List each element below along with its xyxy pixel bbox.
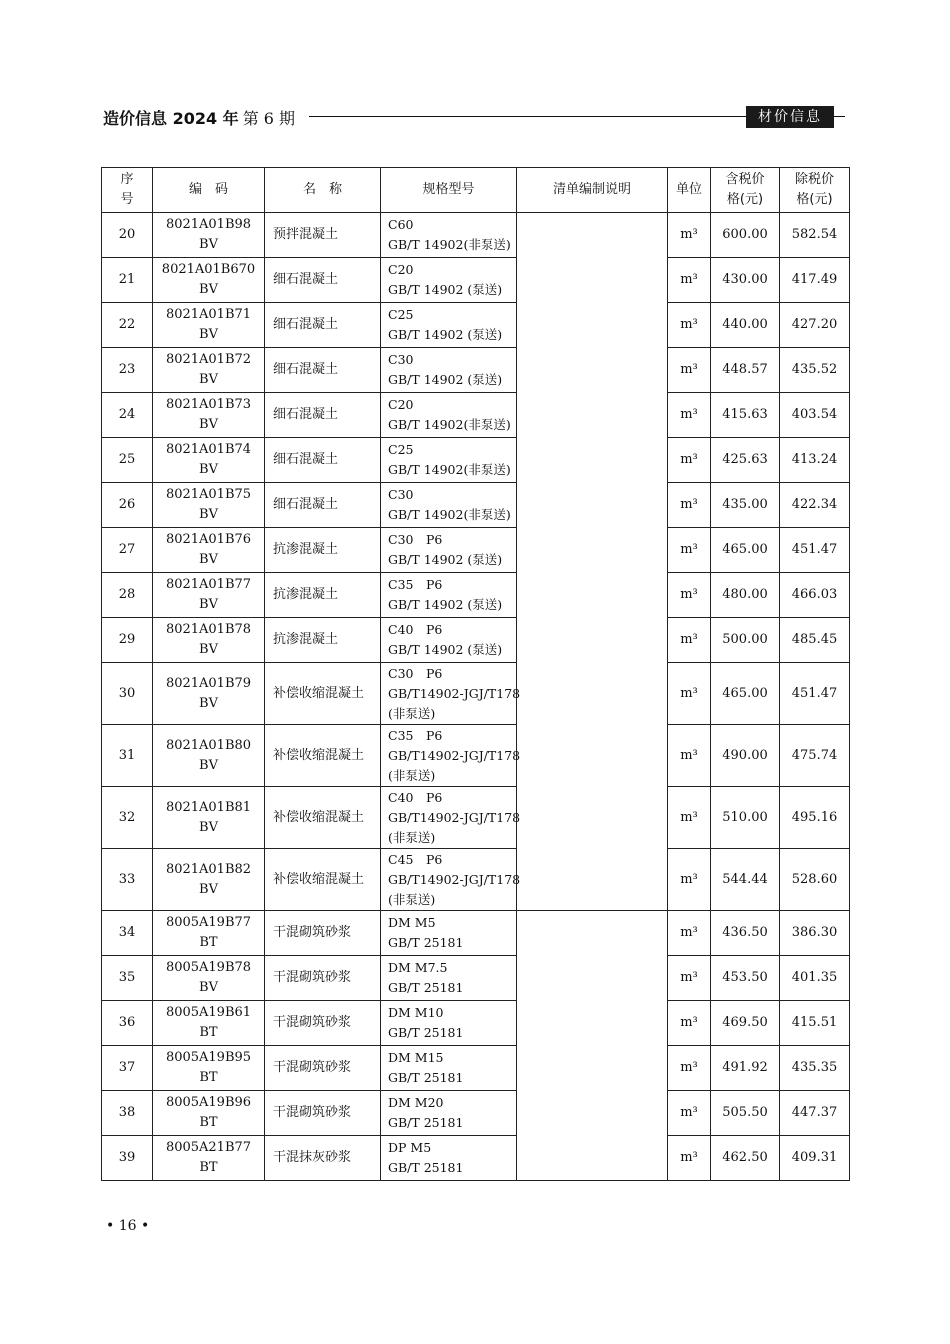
cell-tax-excl-price: 475.74 [780,725,850,787]
cell-name: 干混砌筑砂浆 [265,911,381,956]
code-line: BV [199,695,218,711]
cell-unit: m³ [668,483,711,528]
cell-spec [381,1046,517,1091]
cell-unit: m³ [668,1001,711,1046]
section-badge: 材价信息 [746,106,834,128]
code-line: 8021A01B78 [165,622,252,637]
cell-name: 干混砌筑砂浆 [265,956,381,1001]
spec-line: GB/T 25181 [388,1160,464,1175]
cell-code [153,1136,265,1181]
table-row [102,213,850,258]
page-header [103,104,838,130]
code-line: 8021A01B82 [165,861,252,877]
code-line: BV [199,417,218,432]
cell-tax-incl-price: 425.63 [711,438,780,483]
spec-line: GB/T 14902 (泵送) [388,642,503,657]
cell-tax-excl-price: 495.16 [780,787,850,849]
spec-line: C20 [388,262,414,277]
spec-line: C30 P6 [388,532,443,547]
cell-tax-excl-price: 485.45 [780,618,850,663]
table-row [102,303,850,348]
issue-number: 第 6 期 [242,109,296,128]
cell-seq: 29 [102,618,153,663]
col-code-header: 编 码 [153,168,265,213]
cell-tax-incl-price: 480.00 [711,573,780,618]
spec-line: DP M5 [388,1140,432,1155]
spec-line: C30 [388,487,414,502]
cell-code [153,573,265,618]
cell-seq: 35 [102,956,153,1001]
cell-description [517,911,668,1181]
table-row [102,573,850,618]
cell-name: 补偿收缩混凝土 [265,787,381,849]
cell-code [153,1046,265,1091]
col-name-header: 名 称 [265,168,381,213]
spec-line: C30 [388,352,414,367]
table-row [102,663,850,725]
cell-tax-incl-price: 430.00 [711,258,780,303]
spec-line: GB/T 14902 (泵送) [388,552,503,567]
cell-tax-excl-price: 422.34 [780,483,850,528]
cell-spec [381,618,517,663]
cell-code [153,663,265,725]
cell-unit: m³ [668,663,711,725]
table-row [102,618,850,663]
cell-spec [381,1136,517,1181]
spec-line: GB/T 14902 (泵送) [388,597,503,612]
journal-title [103,106,295,129]
code-line: BV [199,980,218,995]
table-row [102,956,850,1001]
col-seq-header: 序 号 [102,168,153,213]
spec-line: GB/T14902-JGJ/T178 [388,871,521,887]
cell-spec [381,849,521,911]
cell-seq: 39 [102,1136,153,1181]
cell-code [153,528,265,573]
col-unit-header: 单位 [668,168,711,213]
cell-spec [381,303,517,348]
cell-spec [381,725,521,787]
cell-name: 干混砌筑砂浆 [265,1046,381,1091]
spec-line: GB/T 14902(非泵送) [388,507,511,522]
code-line: BV [199,372,218,387]
cell-spec [381,393,517,438]
spec-line: (非泵送) [388,891,436,907]
cell-code [153,849,265,911]
cell-tax-incl-price: 436.50 [711,911,780,956]
spec-line: GB/T 14902(非泵送) [388,237,511,252]
cell-unit: m³ [668,258,711,303]
col-spec-header: 规格型号 [381,168,517,213]
cell-name: 细石混凝土 [265,438,381,483]
spec-line: (非泵送) [388,705,436,721]
code-line: 8005A19B95 [165,1050,252,1065]
code-line: 8021A01B71 [165,307,252,322]
code-line: 8005A19B78 [165,960,252,975]
cell-code [153,787,265,849]
code-line: 8021A01B80 [165,737,252,753]
cell-name: 抗渗混凝土 [265,618,381,663]
code-line: 8021A01B75 [165,487,252,502]
cell-tax-excl-price: 435.35 [780,1046,850,1091]
code-line: BV [199,597,218,612]
cell-name: 预拌混凝土 [265,213,381,258]
cell-code [153,911,265,956]
spec-line: GB/T 14902 (泵送) [388,327,503,342]
cell-unit: m³ [668,911,711,956]
cell-tax-excl-price: 427.20 [780,303,850,348]
cell-code [153,1091,265,1136]
spec-line: C40 P6 [388,789,443,805]
cell-description [517,213,668,911]
cell-tax-incl-price: 544.44 [711,849,780,911]
cell-tax-excl-price: 409.31 [780,1136,850,1181]
code-line: BV [199,327,218,342]
cell-spec [381,348,517,393]
code-line: BT [199,1160,218,1175]
cell-unit: m³ [668,1091,711,1136]
code-line: 8021A01B72 [165,352,252,367]
col-tax-excl-header: 除税价 格(元) [780,168,850,213]
cell-name: 细石混凝土 [265,258,381,303]
cell-tax-incl-price: 469.50 [711,1001,780,1046]
cell-seq: 31 [102,725,153,787]
cell-unit: m³ [668,528,711,573]
cell-unit: m³ [668,213,711,258]
col-desc-header: 清单编制说明 [517,168,668,213]
cell-tax-excl-price: 386.30 [780,911,850,956]
cell-name: 细石混凝土 [265,303,381,348]
cell-seq: 34 [102,911,153,956]
cell-spec [381,787,521,849]
cell-tax-excl-price: 401.35 [780,956,850,1001]
cell-name: 抗渗混凝土 [265,573,381,618]
code-line: BV [199,642,218,657]
cell-code [153,258,265,303]
cell-spec [381,663,521,725]
cell-seq: 27 [102,528,153,573]
spec-line: DM M20 [388,1095,444,1110]
cell-spec [381,911,517,956]
spec-line: GB/T 14902 (泵送) [388,372,503,387]
page-number: • 16 • [106,1218,150,1234]
cell-tax-incl-price: 435.00 [711,483,780,528]
cell-code [153,438,265,483]
cell-tax-excl-price: 413.24 [780,438,850,483]
cell-seq: 22 [102,303,153,348]
table-row [102,393,850,438]
cell-tax-excl-price: 403.54 [780,393,850,438]
cell-seq: 21 [102,258,153,303]
cell-tax-incl-price: 510.00 [711,787,780,849]
cell-tax-incl-price: 505.50 [711,1091,780,1136]
code-line: BV [199,507,218,522]
spec-line: DM M10 [388,1005,444,1020]
cell-code [153,1001,265,1046]
code-line: 8005A19B77 [165,915,252,930]
cell-seq: 20 [102,213,153,258]
cell-tax-incl-price: 490.00 [711,725,780,787]
code-line: BT [199,1025,218,1040]
spec-line: C30 P6 [388,665,443,681]
cell-seq: 36 [102,1001,153,1046]
cell-code [153,303,265,348]
spec-line: (非泵送) [388,829,436,845]
table-row [102,528,850,573]
cell-name: 补偿收缩混凝土 [265,663,381,725]
cell-unit: m³ [668,348,711,393]
spec-line: GB/T 25181 [388,1070,464,1085]
cell-unit: m³ [668,725,711,787]
spec-line: GB/T14902-JGJ/T178 [388,685,521,701]
cell-seq: 25 [102,438,153,483]
cell-unit: m³ [668,303,711,348]
cell-name: 干混抹灰砂浆 [265,1136,381,1181]
cell-seq: 28 [102,573,153,618]
spec-line: C60 [388,217,414,232]
cell-code [153,956,265,1001]
cell-code [153,483,265,528]
code-line: 8005A19B61 [165,1005,252,1020]
code-line: 8021A01B76 [165,532,252,547]
spec-line: DM M7.5 [388,960,448,975]
cell-tax-excl-price: 451.47 [780,663,850,725]
code-line: BV [199,819,218,835]
cell-spec [381,1001,517,1046]
cell-tax-incl-price: 448.57 [711,348,780,393]
cell-spec [381,573,517,618]
cell-tax-incl-price: 500.00 [711,618,780,663]
table-row [102,1001,850,1046]
cell-spec [381,213,517,258]
cell-seq: 26 [102,483,153,528]
cell-seq: 24 [102,393,153,438]
cell-spec [381,528,517,573]
cell-seq: 30 [102,663,153,725]
cell-seq: 32 [102,787,153,849]
cell-tax-excl-price: 435.52 [780,348,850,393]
cell-name: 抗渗混凝土 [265,528,381,573]
code-line: 8021A01B74 [165,442,252,457]
table-row [102,725,850,787]
spec-line: (非泵送) [388,767,436,783]
code-line: BT [199,1070,218,1085]
cell-name: 细石混凝土 [265,348,381,393]
cell-tax-incl-price: 415.63 [711,393,780,438]
spec-line: C25 [388,307,414,322]
code-line: 8021A01B73 [165,397,252,412]
code-line: 8021A01B81 [165,799,252,815]
spec-line: GB/T 25181 [388,1025,464,1040]
cell-spec [381,258,517,303]
code-line: 8005A19B96 [165,1095,252,1110]
cell-name: 干混砌筑砂浆 [265,1091,381,1136]
cell-tax-excl-price: 417.49 [780,258,850,303]
col-tax-incl-header: 含税价 格(元) [711,168,780,213]
code-line: BT [199,935,218,950]
cell-spec [381,483,517,528]
cell-unit: m³ [668,956,711,1001]
spec-line: GB/T 14902(非泵送) [388,462,511,477]
cell-tax-excl-price: 582.54 [780,213,850,258]
table-row [102,1046,850,1091]
spec-line: DM M15 [388,1050,444,1065]
cell-tax-excl-price: 415.51 [780,1001,850,1046]
cell-code [153,213,265,258]
table-row [102,787,850,849]
cell-spec [381,438,517,483]
cell-seq: 23 [102,348,153,393]
cell-code [153,393,265,438]
cell-unit: m³ [668,787,711,849]
spec-line: GB/T 25181 [388,935,464,950]
cell-unit: m³ [668,1136,711,1181]
spec-line: GB/T 14902(非泵送) [388,417,511,432]
code-line: BV [199,237,218,252]
code-line: BV [199,462,218,477]
code-line: BV [199,282,218,297]
table-body [102,213,850,1181]
cell-tax-incl-price: 453.50 [711,956,780,1001]
spec-line: DM M5 [388,915,436,930]
code-line: 8005A21B77 [165,1140,252,1155]
code-line: BV [199,552,218,567]
cell-name: 补偿收缩混凝土 [265,849,381,911]
code-line: 8021A01B98 [165,217,252,232]
cell-unit: m³ [668,573,711,618]
journal-name: 造价信息 2024 年 [103,109,239,128]
code-line: 8021A01B79 [165,675,252,691]
spec-line: GB/T 25181 [388,1115,464,1130]
table-row [102,1091,850,1136]
cell-tax-excl-price: 466.03 [780,573,850,618]
spec-line: C20 [388,397,414,412]
code-line: 8021A01B670 [161,262,256,277]
cell-code [153,725,265,787]
spec-line: GB/T14902-JGJ/T178 [388,809,521,825]
table-row [102,438,850,483]
table-row [102,1136,850,1181]
cell-tax-incl-price: 465.00 [711,528,780,573]
table-row [102,911,850,956]
spec-line: C25 [388,442,414,457]
cell-name: 细石混凝土 [265,483,381,528]
spec-line: C45 P6 [388,851,443,867]
table-row [102,348,850,393]
cell-name: 干混砌筑砂浆 [265,1001,381,1046]
table-row [102,483,850,528]
cell-tax-incl-price: 491.92 [711,1046,780,1091]
spec-line: GB/T14902-JGJ/T178 [388,747,521,763]
code-line: BV [199,881,218,897]
spec-line: C35 P6 [388,727,443,743]
cell-unit: m³ [668,849,711,911]
cell-unit: m³ [668,618,711,663]
table-row [102,849,850,911]
spec-line: GB/T 14902 (泵送) [388,282,503,297]
cell-tax-excl-price: 528.60 [780,849,850,911]
cell-tax-excl-price: 447.37 [780,1091,850,1136]
cell-spec [381,956,517,1001]
code-line: 8021A01B77 [165,577,252,592]
cell-code [153,618,265,663]
cell-seq: 33 [102,849,153,911]
cell-name: 补偿收缩混凝土 [265,725,381,787]
cell-tax-incl-price: 600.00 [711,213,780,258]
cell-unit: m³ [668,438,711,483]
code-line: BV [199,757,218,773]
cell-unit: m³ [668,393,711,438]
cell-tax-incl-price: 462.50 [711,1136,780,1181]
cell-seq: 38 [102,1091,153,1136]
spec-line: C35 P6 [388,577,443,592]
cell-tax-incl-price: 465.00 [711,663,780,725]
price-table [101,167,850,1181]
cell-unit: m³ [668,1046,711,1091]
spec-line: GB/T 25181 [388,980,464,995]
cell-seq: 37 [102,1046,153,1091]
cell-tax-incl-price: 440.00 [711,303,780,348]
cell-code [153,348,265,393]
table-row [102,258,850,303]
cell-tax-excl-price: 451.47 [780,528,850,573]
table-header-row [102,168,850,213]
cell-name: 细石混凝土 [265,393,381,438]
cell-spec [381,1091,517,1136]
code-line: BT [199,1115,218,1130]
spec-line: C40 P6 [388,622,443,637]
